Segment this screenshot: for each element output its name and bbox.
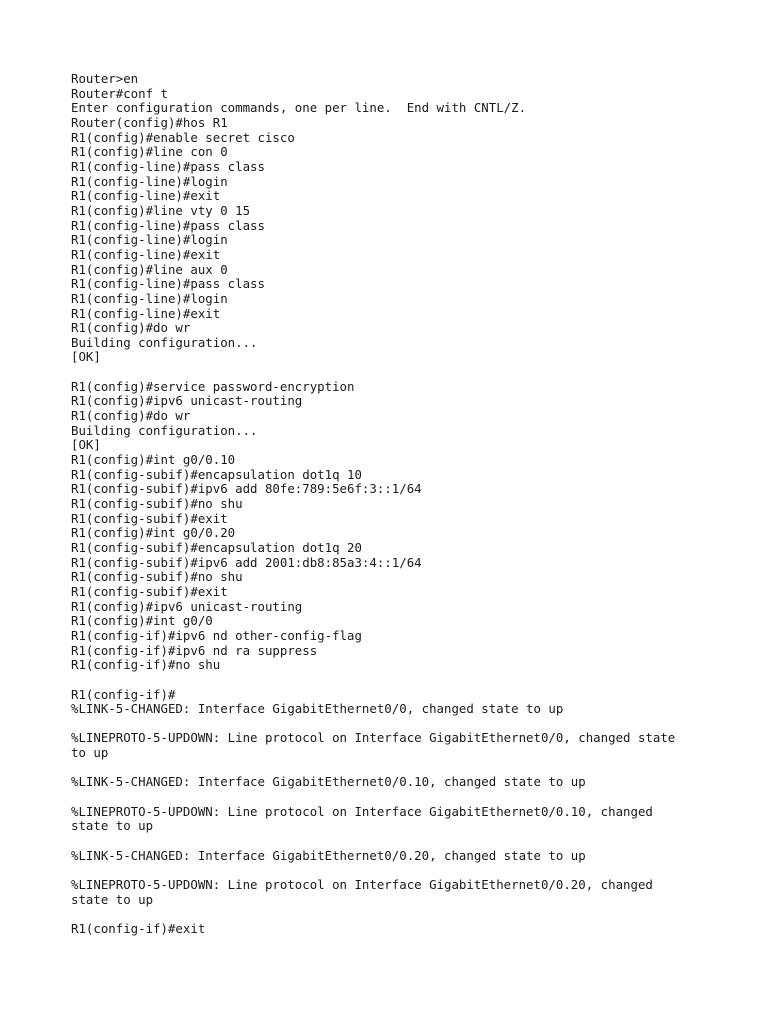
transcript-line: R1(config)#do wr [71,408,191,424]
transcript-line: R1(config)#ipv6 unicast-routing [71,393,303,409]
transcript-line [71,790,711,805]
transcript-line: R1(config-subif)#ipv6 add 2001:db8:85a3:4::1/64 [71,554,422,570]
transcript-line: [OK] [71,349,101,365]
transcript-line: R1(config-line)#login [71,232,228,248]
transcript-line: R1(config)#ipv6 unicast-routing [71,598,303,614]
transcript-line [71,365,711,380]
transcript-line: R1(config-line)#exit [71,246,221,262]
transcript-line [71,761,711,776]
transcript-line: [OK] [71,437,101,453]
transcript-line: R1(config-if)# [71,686,176,702]
transcript-line: %LINEPROTO-5-UPDOWN: Line protocol on Interface GigabitEthernet0/0.10, changed [71,803,653,819]
transcript-line: R1(config)#line aux 0 [71,261,228,277]
transcript-line [71,673,711,688]
transcript-line: R1(config-line)#pass class [71,276,265,292]
transcript-line [71,907,711,922]
transcript-line: R1(config)#do wr [71,320,191,336]
transcript-line: R1(config-if)#no shu [71,657,221,673]
transcript-line: %LINK-5-CHANGED: Interface GigabitEthernet0/0, changed state to up [71,701,564,717]
transcript-line: R1(config-line)#login [71,290,228,306]
transcript-line: R1(config-line)#exit [71,305,221,321]
transcript-line: R1(config-subif)#exit [71,583,228,599]
transcript-line: %LINK-5-CHANGED: Interface GigabitEthernet0/0.20, changed state to up [71,847,586,863]
transcript-line: R1(config-subif)#encapsulation dot1q 20 [71,539,362,555]
transcript-line: R1(config)#line con 0 [71,144,228,160]
transcript-line [71,717,711,732]
transcript-line: R1(config-subif)#exit [71,510,228,526]
transcript-line [71,834,711,849]
transcript-line: state to up [71,818,154,834]
transcript-line: Enter configuration commands, one per line. End with CNTL/Z. [71,100,527,116]
transcript-line: R1(config-if)#ipv6 nd other-config-flag [71,627,362,643]
transcript-line: R1(config)#int g0/0 [71,613,213,629]
transcript-line: to up [71,745,109,761]
transcript-line: R1(config)#service password-encryption [71,378,355,394]
transcript-line: R1(config-if)#ipv6 nd ra suppress [71,642,318,658]
transcript-line: R1(config)#int g0/0.20 [71,525,236,541]
transcript-line: Building configuration... [71,422,258,438]
transcript-line: %LINEPROTO-5-UPDOWN: Line protocol on Interface GigabitEthernet0/0, changed state [71,730,676,746]
transcript-line: R1(config-line)#login [71,173,228,189]
transcript-line: R1(config)#int g0/0.10 [71,452,236,468]
transcript-line: R1(config-line)#pass class [71,217,265,233]
transcript-line: R1(config)#enable secret cisco [71,129,295,145]
transcript-line: state to up [71,891,154,907]
transcript-line: R1(config-if)#exit [71,920,206,936]
transcript-line: %LINK-5-CHANGED: Interface GigabitEthernet0/0.10, changed state to up [71,774,586,790]
transcript-line: Building configuration... [71,334,258,350]
transcript-line: R1(config-subif)#no shu [71,496,243,512]
transcript-line: R1(config-line)#exit [71,188,221,204]
transcript-line: R1(config)#line vty 0 15 [71,202,251,218]
transcript-line: R1(config-subif)#no shu [71,569,243,585]
transcript-line: R1(config-line)#pass class [71,158,265,174]
transcript-line: R1(config-subif)#ipv6 add 80fe:789:5e6f:3::1/64 [71,481,422,497]
transcript-line: Router(config)#hos R1 [71,114,228,130]
cli-transcript [71,72,711,937]
transcript-line: R1(config-subif)#encapsulation dot1q 10 [71,466,362,482]
transcript-line: %LINEPROTO-5-UPDOWN: Line protocol on Interface GigabitEthernet0/0.20, changed [71,876,653,892]
transcript-line: Router#conf t [71,85,168,101]
transcript-line [71,863,711,878]
transcript-line: Router>en [71,71,139,86]
